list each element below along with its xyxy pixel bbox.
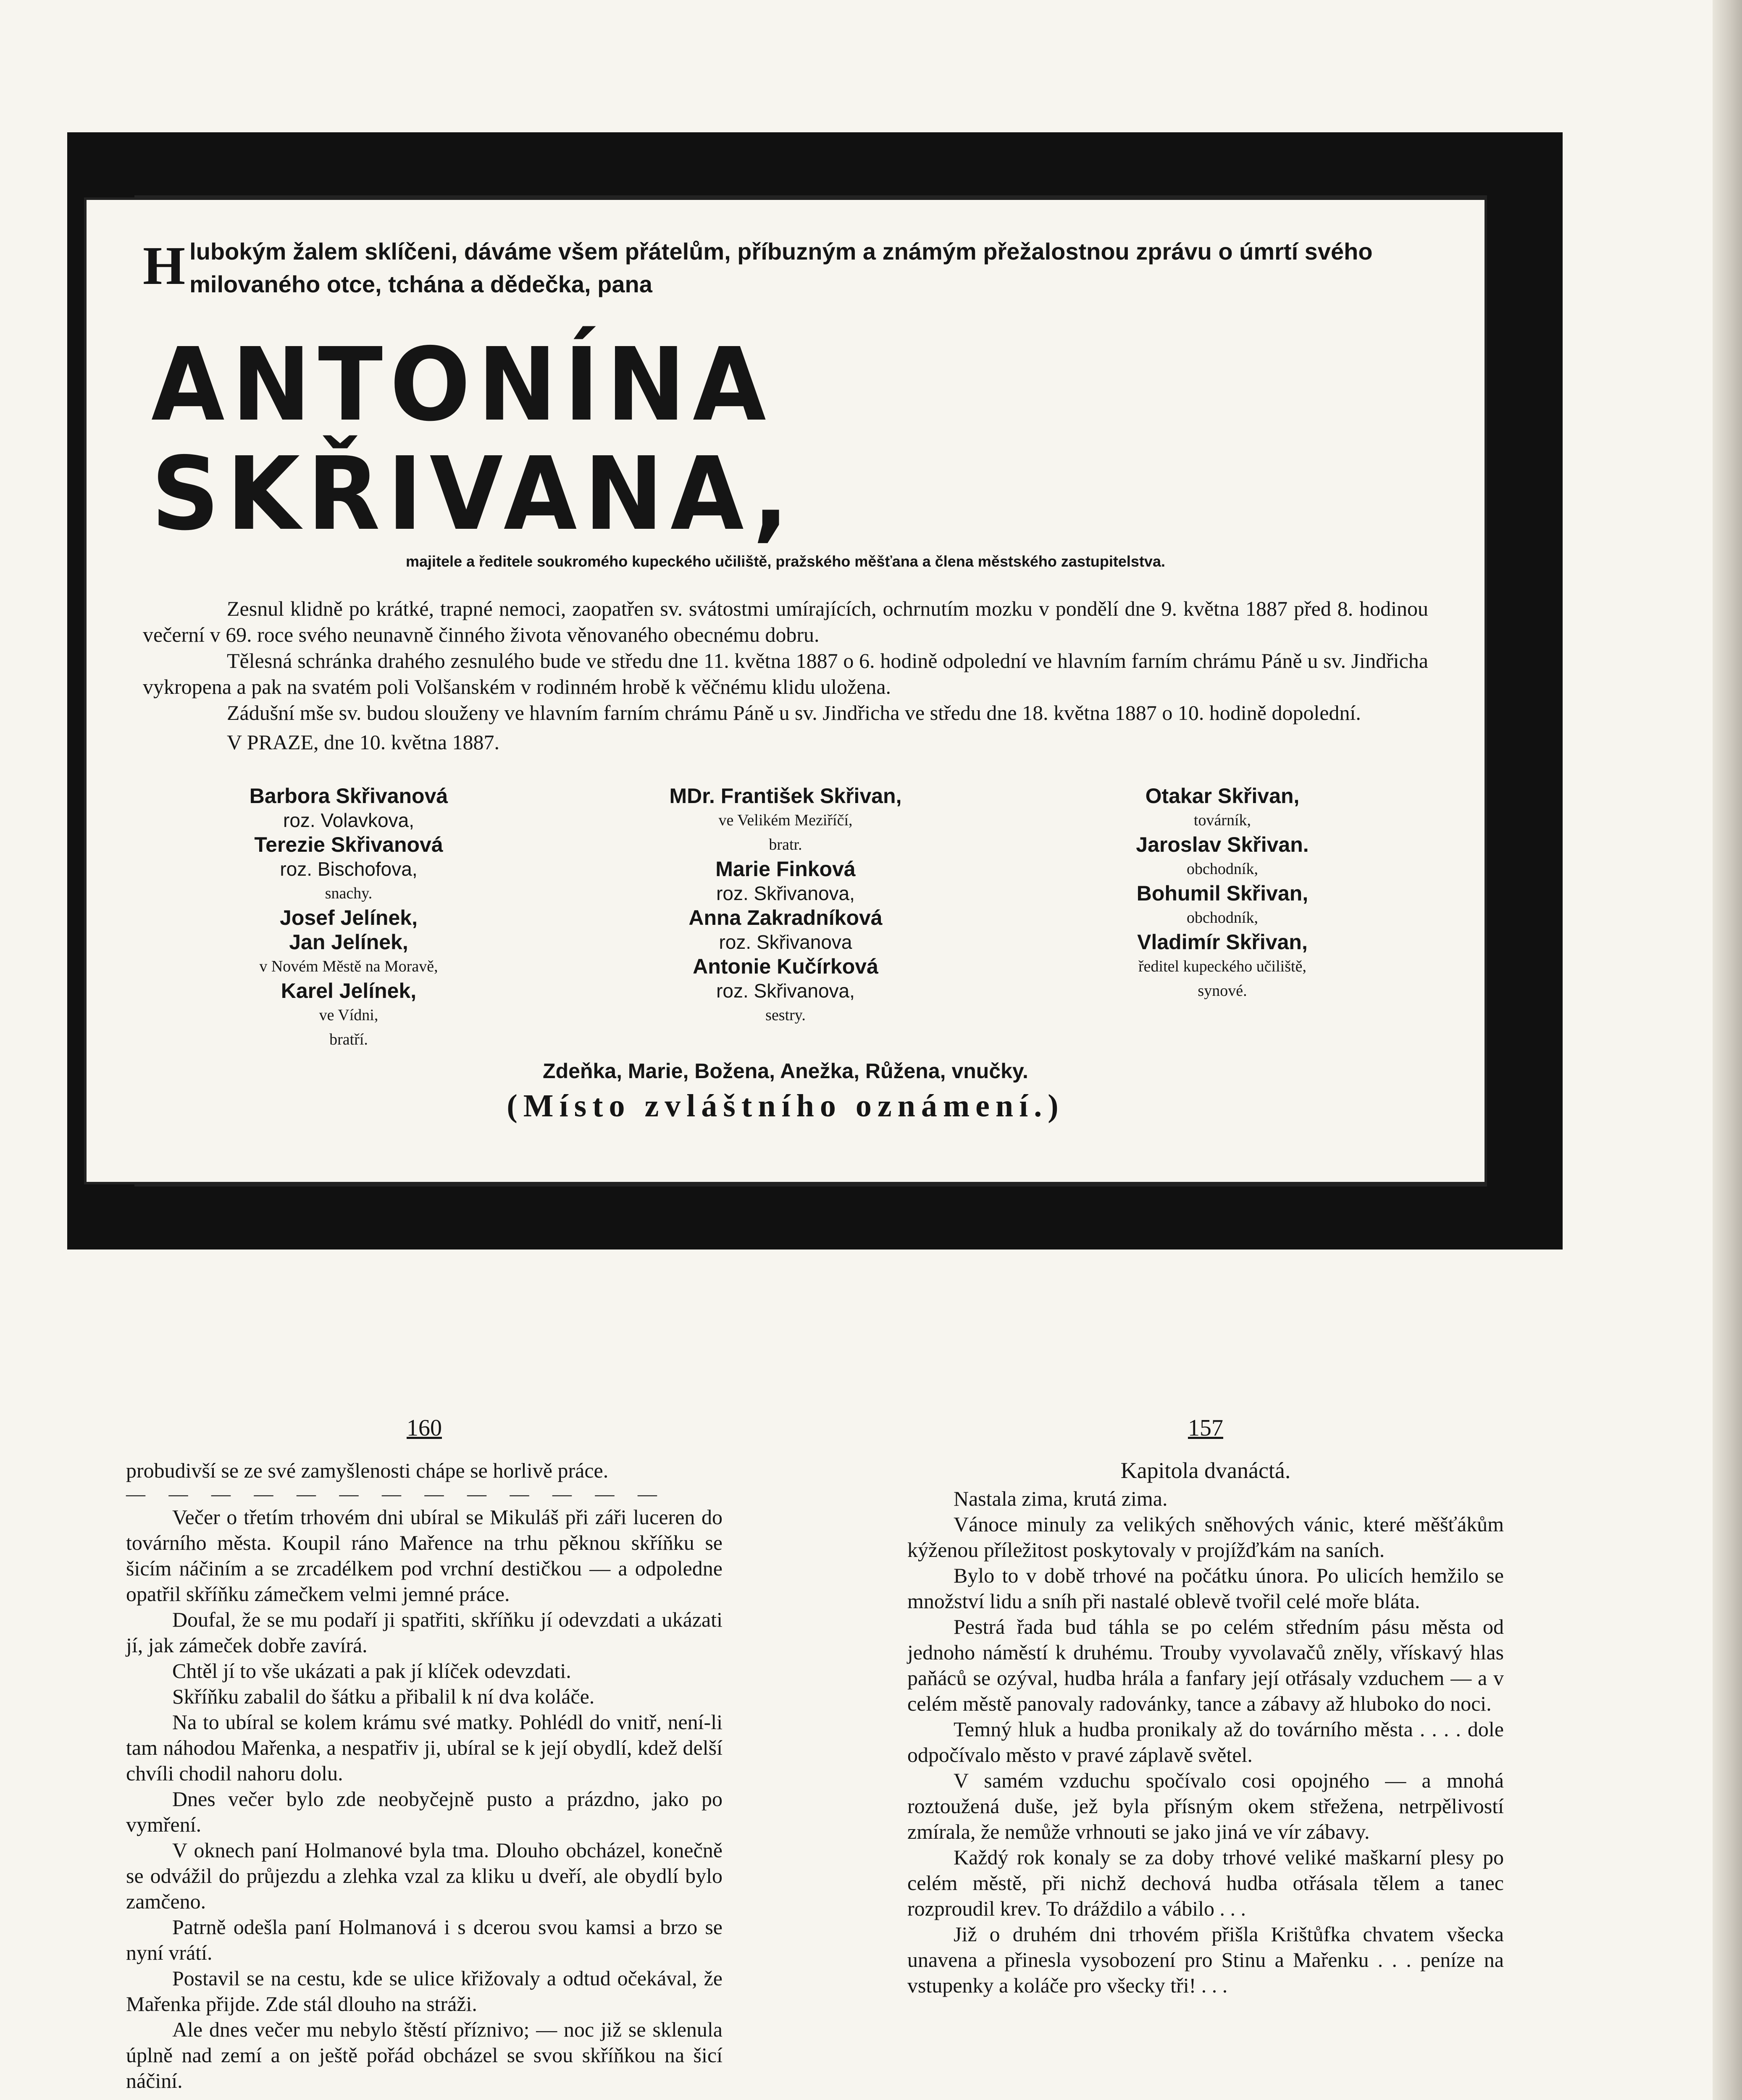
mourner-line: roz. Bischofova, (280, 858, 418, 880)
mourner-line: Anna Zakradníková (688, 906, 883, 929)
notice-intro (143, 235, 1428, 301)
mourners (143, 784, 1428, 1083)
mourner-line: Karel Jelínek, (281, 979, 417, 1003)
mourners-left-column (143, 784, 554, 1052)
deceased-name: ANTONÍNA SKŘIVANA, (151, 326, 796, 553)
text-paragraph: Na to ubíral se kolem krámu své matky. Pohlédl do vnitř, není-li tam náhodou Mařenka, a nespatřiv ji, ubíral se k její obydlí, kdež delší chvíli chodil nahoru dolu. (126, 1710, 723, 1785)
mourner-line: roz. Volavkova, (283, 809, 414, 831)
section-dashes: — — — — — — — — — — — — — (126, 1483, 666, 1504)
mourner-line: továrník, (1193, 811, 1251, 829)
left-page-column (126, 1415, 723, 2094)
text-paragraph: Nastala zima, krutá zima. (954, 1487, 1168, 1510)
mourner-line: Marie Finková (715, 857, 856, 881)
mourner-line: ve Vídni, (319, 1006, 378, 1024)
mourner-line: Jaroslav Skřivan. (1136, 833, 1309, 856)
mourner-line: Antonie Kučírková (693, 955, 878, 978)
mourner-line: synové. (1198, 982, 1247, 1000)
death-notice (143, 235, 1428, 1083)
mourner-line: roz. Skřivanova (719, 931, 852, 953)
text-paragraph: Večer o třetím trhovém dni ubíral se Mikuláš při záři luceren do továrního města. Koupil ráno Mařence na trhu pěknou skříňku se šicím náčiním a se zrcadélkem pod vrchní destičkou — a odpoledne opatřil skříňku zámečkem velmi jemné práce. (126, 1505, 723, 1606)
text-paragraph: Pestrá řada bud táhla se po celém středním pásu města od jednoho náměstí k druhému. Trouby vyvolavačů zněly, vřískavý hlas paňáců se ozýval, hudba hrála a fanfary její otřásaly vzduchem — a v celém městě panovaly radovánky, tance a zábavy až hluboko do noci. (907, 1615, 1504, 1715)
mourner-line: ředitel kupeckého učiliště, (1138, 958, 1306, 975)
mourner-line: obchodník, (1187, 909, 1258, 927)
text-paragraph: V samém vzduchu spočívalo cosi opojného — a mnohá roztoužená duše, jež byla přísným okem střežena, netrpělivostí zmírala, že nemůže vrhnouti se jako jiná ve vír zábavy. (907, 1769, 1504, 1843)
notice-paragraph: Zesnul klidně po krátké, trapné nemoci, zaopatřen sv. svátostmi umírajících, ochrnutím mozku v pondělí dne 9. května 1887 před 8. hodinou večerní v 69. roce svého neunavně činného života věnovaného obecnému dobru. (143, 597, 1428, 646)
frame-rule-top (134, 195, 1487, 200)
mourners-middle-column (580, 784, 991, 1027)
mourner-line: roz. Skřivanova, (716, 980, 855, 1002)
text-paragraph: Již o druhém dni trhovém přišla Krištůfka chvatem všecka unavena a přinesla vysobození pro Stinu a Mařenku . . . peníze na vstupenky a koláče pro všecky tři! . . . (907, 1922, 1504, 1997)
page-number: 160 (407, 1415, 442, 1441)
page-edge (1713, 0, 1742, 2100)
text-paragraph: Postavil se na cestu, kde se ulice křižovaly a odtud očekával, že Mařenka přijde. Zde stál dlouho na stráži. (126, 1966, 723, 2016)
text-paragraph: V oknech paní Holmanové byla tma. Dlouho obcházel, konečně se odvážil do průjezdu a zlehka vzal za kliku u dveří, ale obydlí bylo zamčeno. (126, 1838, 723, 1913)
notice-body (143, 596, 1428, 726)
mourner-line: roz. Skřivanova, (716, 882, 855, 904)
text-paragraph: Každý rok konaly se za doby trhové veliké maškarní plesy po celém městě, při nichž dechová hudba otřásala tělem a tanec rozproudil krev. To dráždilo a vábilo . . . (907, 1845, 1504, 1920)
text-paragraph: Dnes večer bylo zde neobyčejně pusto a prázdno, jako po vymření. (126, 1787, 723, 1836)
mourner-line: bratr. (769, 836, 802, 853)
mourner-line: sestry. (765, 1006, 806, 1024)
deceased-title: majitele a ředitele soukromého kupeckého učiliště, pražského měšťana a člena městského zastupitelstva. (406, 553, 1165, 570)
notice-paragraph: Tělesná schránka drahého zesnulého bude ve středu dne 11. května 1887 o 6. hodině odpolední ve hlavním farním chrámu Páně u sv. Jindřicha vykropena a pak na svatém poli Volšanském v rodinném hrobě k věčnému klidu uložena. (143, 649, 1428, 698)
text-paragraph: Patrně odešla paní Holmanová i s dcerou svou kamsi a brzo se nyní vrátí. (126, 1915, 723, 1964)
left-paragraphs (126, 1504, 723, 2094)
mourner-line: Jan Jelínek, (289, 930, 408, 954)
mourner-line: Vladimír Skřivan, (1137, 930, 1308, 954)
special-notice: (Místo zvláštního oznámení.) (507, 1088, 1064, 1124)
lead-paragraph: probudivší se ze své zamyšlenosti chápe se horlivě práce. (126, 1459, 609, 1482)
grandchildren: Zdeňka, Marie, Božena, Anežka, Růžena, vnučky. (543, 1059, 1028, 1083)
mourners-right-column (1017, 784, 1428, 1003)
notice-paragraph: Zádušní mše sv. budou slouženy ve hlavním farním chrámu Páně u sv. Jindřicha ve středu dne 18. května 1887 o 10. hodině dopolední. (227, 701, 1361, 724)
text-paragraph: Skříňku zabalil do šátku a přibalil k ní dva koláče. (172, 1685, 595, 1708)
text-paragraph: Ale dnes večer mu nebylo štěstí příznivo; — noc již se sklenula úplně nad zemí a on ještě pořád obcházel se svou skříňkou na šicí náčiní. (126, 2018, 723, 2092)
mourner-line: Josef Jelínek, (280, 906, 418, 929)
mourner-line: ve Velikém Meziříčí, (718, 811, 853, 829)
mourner-line: snachy. (325, 885, 373, 902)
text-paragraph: Bylo to v době trhové na počátku února. Po ulicích hemžilo se množství lidu a sníh při nastalé oblevě tvořil celé moře bláta. (907, 1564, 1504, 1613)
chapter-title: Kapitola dvanáctá. (1120, 1458, 1291, 1483)
mourner-line: Otakar Skřivan, (1145, 784, 1300, 808)
mourner-line: Terezie Skřivanová (254, 833, 443, 856)
mourner-line: v Novém Městě na Moravě, (259, 958, 438, 975)
mourner-line: Barbora Skřivanová (249, 784, 448, 808)
text-paragraph: Doufal, že se mu podaří ji spatřiti, skříňku jí odevzdati a ukázati jí, jak zámeček dobře zavírá. (126, 1608, 723, 1657)
text-paragraph: Temný hluk a hudba pronikaly až do továrního města . . . . dole odpočívalo město v pravé záplavě světel. (907, 1717, 1504, 1767)
dropcap: H (143, 236, 186, 296)
right-paragraphs (907, 1486, 1504, 1998)
page-number: 157 (1188, 1415, 1223, 1441)
text-paragraph: Chtěl jí to vše ukázati a pak jí klíček odevzdati. (172, 1659, 571, 1683)
mourner-line: obchodník, (1187, 860, 1258, 878)
intro-text: lubokým žalem sklíčeni, dáváme všem přátelům, příbuzným a známým přežalostnou zprávu o úmrtí svého milovaného otce, tchána a dědečka, pana (189, 238, 1373, 297)
mourner-line: MDr. František Skřivan, (669, 784, 902, 808)
mourner-line: Bohumil Skřivan, (1136, 882, 1308, 905)
right-page-column (907, 1415, 1504, 1998)
frame-rule-bottom (134, 1182, 1487, 1186)
mourner-line: bratří. (329, 1031, 368, 1048)
notice-date: V PRAZE, dne 10. května 1887. (227, 730, 500, 754)
text-paragraph: Vánoce minuly za velikých sněhových vánic, které měšťákům kýženou příležitost poskytovaly v projížďkám na saních. (907, 1512, 1504, 1562)
